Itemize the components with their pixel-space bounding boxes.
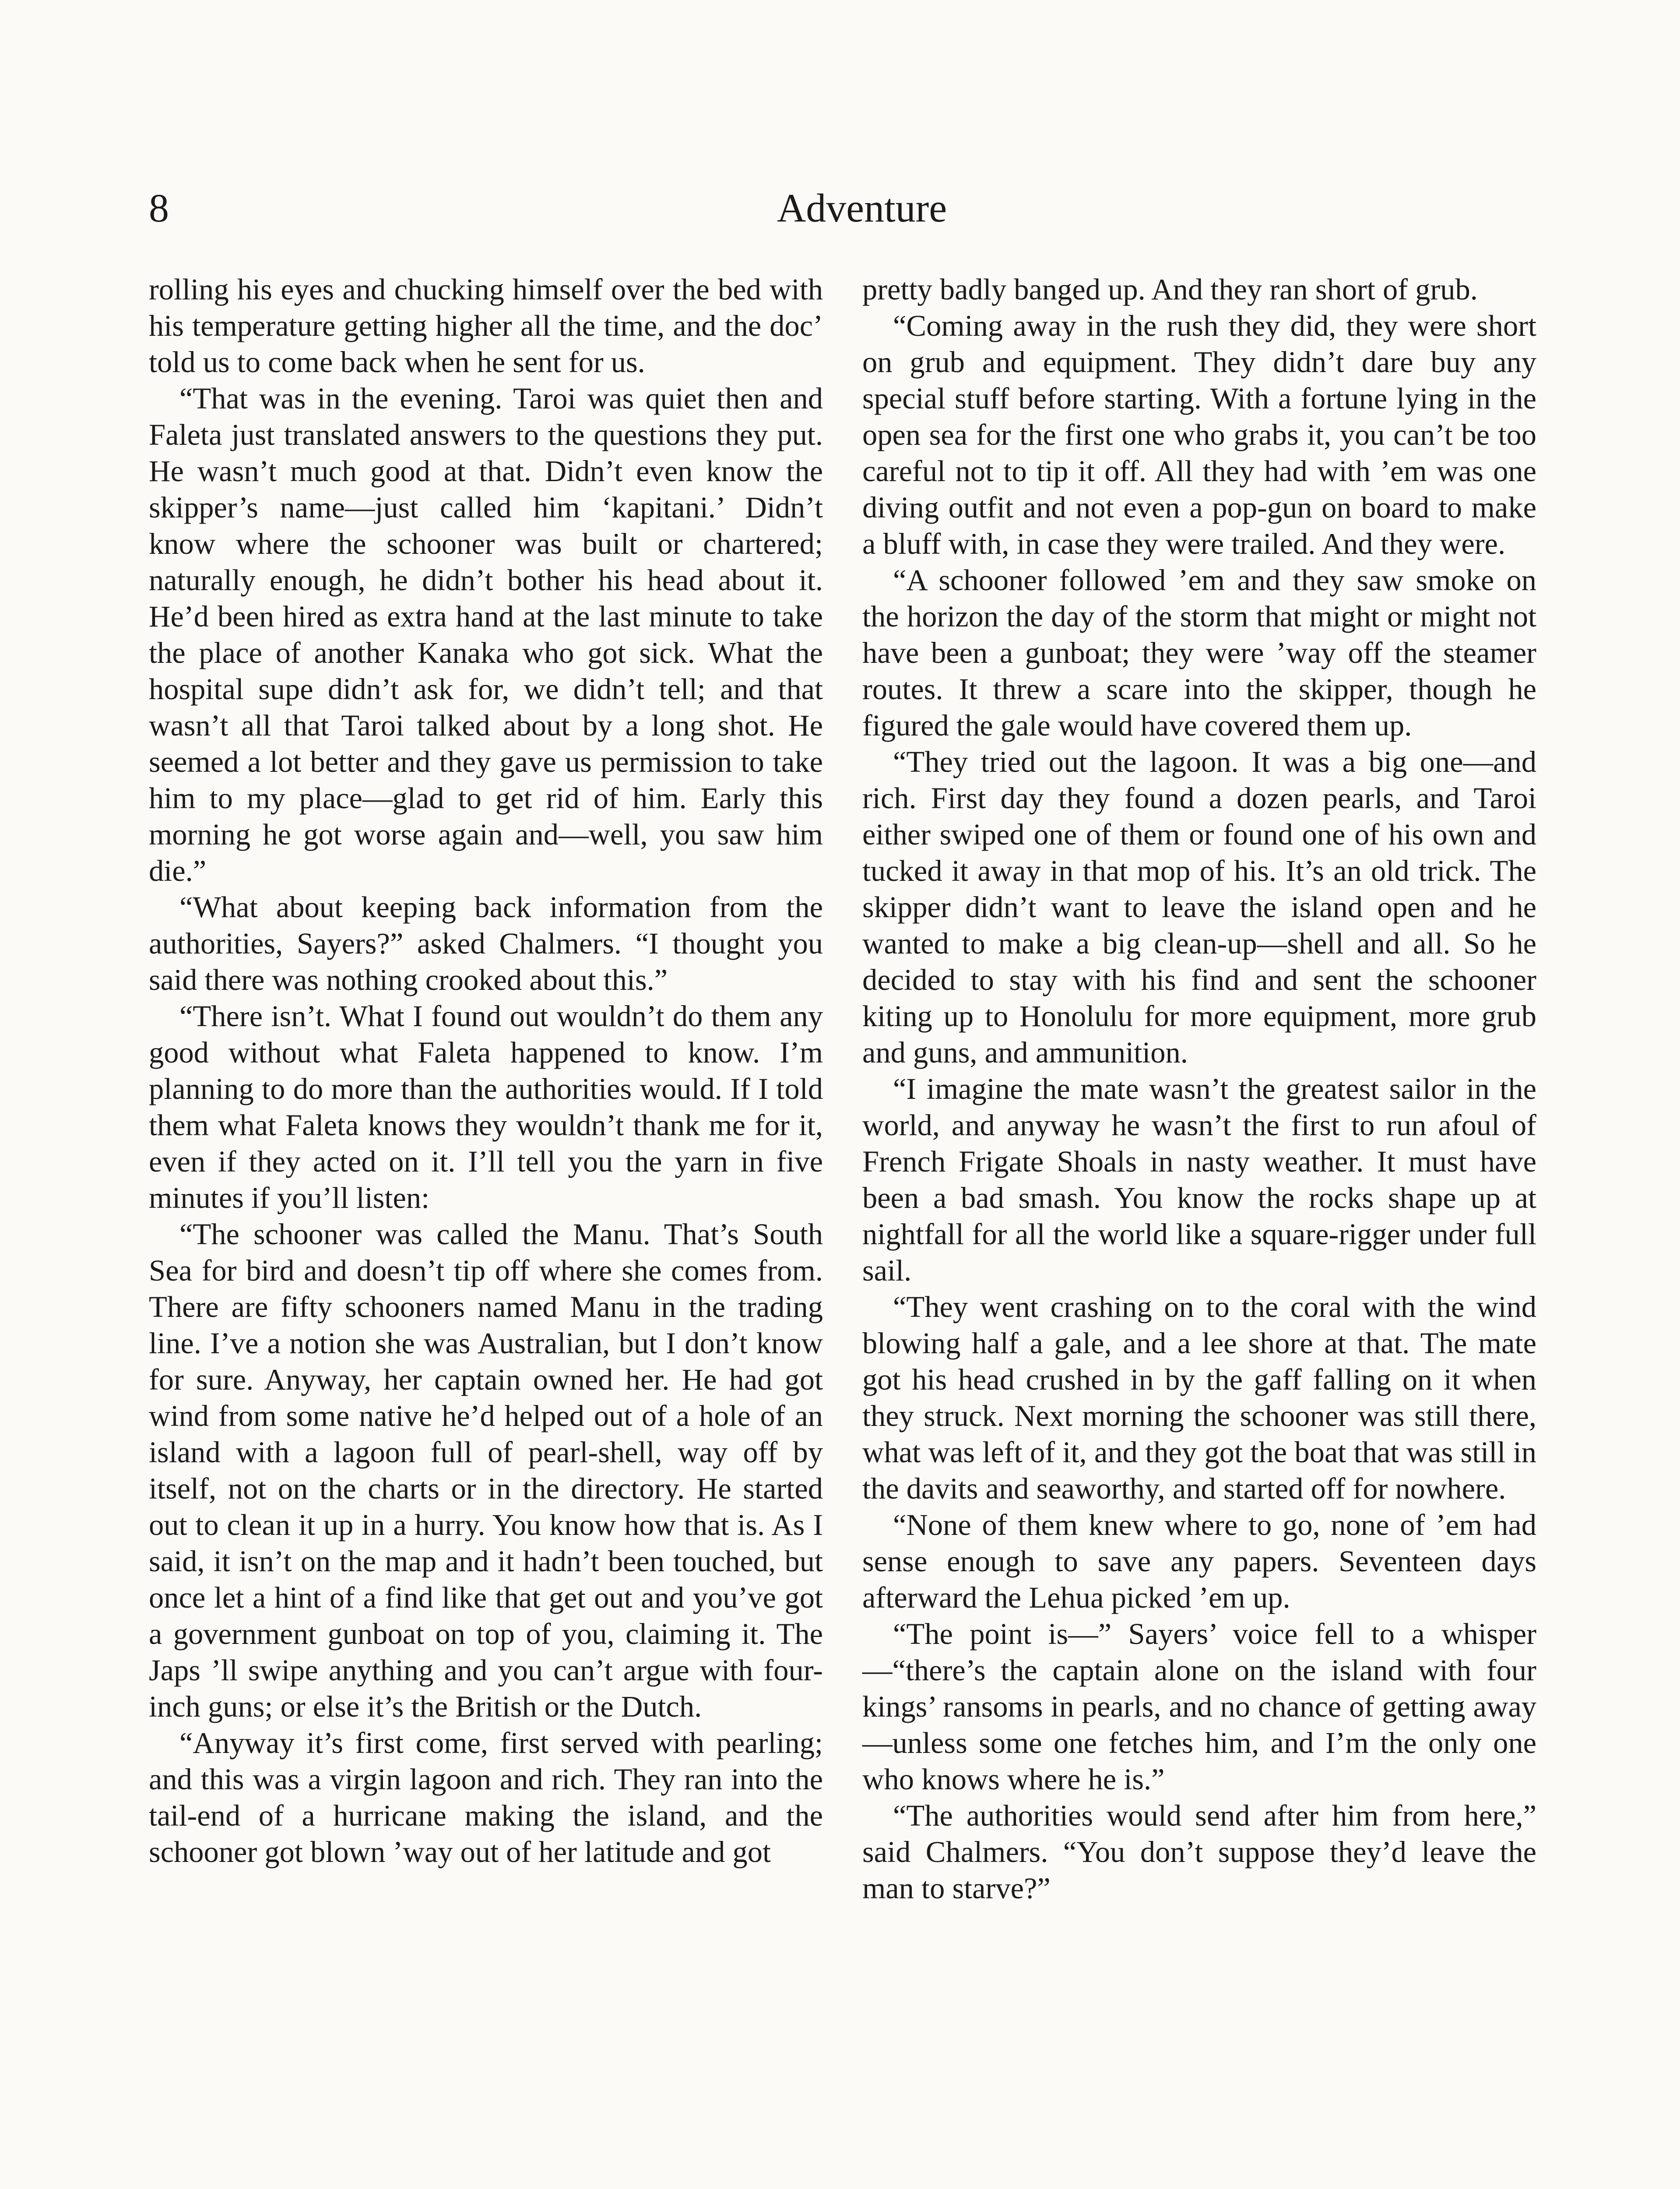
paragraph: “Anyway it’s first come, first served with pearling; and this was a virgin lagoon and rich. They ran into the tail-end of a hurricane making the island, and the schooner got blown ’way out of her latitude and got <box>149 1726 823 1869</box>
paragraph: “They tried out the lagoon. It was a big one—and rich. First day they found a dozen pearls, and Taroi either swiped one of them or found one of his own and tucked it away in that mop of his. It’s an old trick. The skipper didn’t want to leave the island open and he wanted to make a big clean-up—shell and all. So he decided to stay with his find and sent the schooner kiting up to Honolulu for more equipment, more grub and guns, and ammunition. <box>862 745 1536 1069</box>
paragraph: “The schooner was called the Manu. That’s South Sea for bird and doesn’t tip off where she comes from. There are fifty schooners named Manu in the trading line. I’ve a notion she was Australian, but I don’t know for sure. Anyway, her captain owned her. He had got wind from some native he’d helped out of a hole of an island with a lagoon full of pearl-shell, way off by itself, not on the charts or in the directory. He started out to clean it up in a hurry. You know how that is. As I said, it isn’t on the map and it hadn’t been touched, but once let a hint of a find like that get out and you’ve got a government gunboat on top of you, claiming it. The Japs ’ll swipe anything and you can’t argue with four-inch guns; or else it’s the British or the Dutch. <box>149 1218 823 1723</box>
paragraph: “What about keeping back information from the authorities, Sayers?” asked Chalmers. “I thought you said there was nothing crooked about this.” <box>149 890 823 996</box>
paragraph: “The point is—” Sayers’ voice fell to a whisper—“there’s the captain alone on the island with four kings’ ransoms in pearls, and no chance of getting away—unless some one fetches him, and I’m the only one who knows where he is.” <box>862 1617 1536 1796</box>
paragraph: “I imagine the mate wasn’t the greatest sailor in the world, and anyway he wasn’t the first to run afoul of French Frigate Shoals in nasty weather. It must have been a bad smash. You know the rocks shape up at nightfall for all the world like a square-rigger under full sail. <box>862 1072 1536 1287</box>
paragraph: “They went crashing on to the coral with the wind blowing half a gale, and a lee shore at that. The mate got his head crushed in by the gaff falling on it when they struck. Next morning the schooner was still there, what was left of it, and they got the boat that was still in the davits and seaworthy, and started off for nowhere. <box>862 1290 1536 1505</box>
left-column <box>149 271 823 1870</box>
page-number: 8 <box>149 186 169 230</box>
paragraph: “A schooner followed ’em and they saw smoke on the horizon the day of the storm that might or might not have been a gunboat; they were ’way off the steamer routes. It threw a scare into the skipper, though he figured the gale would have covered them up. <box>862 563 1536 742</box>
paragraph: “That was in the evening. Taroi was quiet then and Faleta just translated answers to the questions they put. He wasn’t much good at that. Didn’t even know the skipper’s name—just called him ‘kapitani.’ Didn’t know where the schooner was built or chartered; naturally enough, he didn’t bother his head about it. He’d been hired as extra hand at the last minute to take the place of another Kanaka who got sick. What the hospital supe didn’t ask for, we didn’t tell; and that wasn’t all that Taroi talked about by a long shot. He seemed a lot better and they gave us permission to take him to my place—glad to get rid of him. Early this morning he got worse again and—well, you saw him die.” <box>149 382 823 887</box>
paragraph: “There isn’t. What I found out wouldn’t do them any good without what Faleta happened to know. I’m planning to do more than the authorities would. If I told them what Faleta knows they wouldn’t thank me for it, even if they acted on it. I’ll tell you the yarn in five minutes if you’ll listen: <box>149 999 823 1214</box>
paragraph: rolling his eyes and chucking himself over the bed with his temperature getting higher all the time, and the doc’ told us to come back when he sent for us. <box>149 273 823 379</box>
page-header <box>149 184 1575 236</box>
paragraph: “None of them knew where to go, none of ’em had sense enough to save any papers. Seventeen days afterward the Lehua picked ’em up. <box>862 1508 1536 1614</box>
paragraph: “Coming away in the rush they did, they were short on grub and equipment. They didn’t dare buy any special stuff before starting. With a fortune lying in the open sea for the first one who grabs it, you can’t be too careful not to tip it off. All they had with ’em was one diving outfit and not even a pop-gun on board to make a bluff with, in case they were trailed. And they were. <box>862 309 1536 560</box>
running-head: Adventure <box>777 186 947 230</box>
right-column <box>862 271 1536 1907</box>
paragraph: pretty badly banged up. And they ran short of grub. <box>862 273 1478 306</box>
paragraph: “The authorities would send after him from here,” said Chalmers. “You don’t suppose they’d leave the man to starve?” <box>862 1799 1536 1905</box>
